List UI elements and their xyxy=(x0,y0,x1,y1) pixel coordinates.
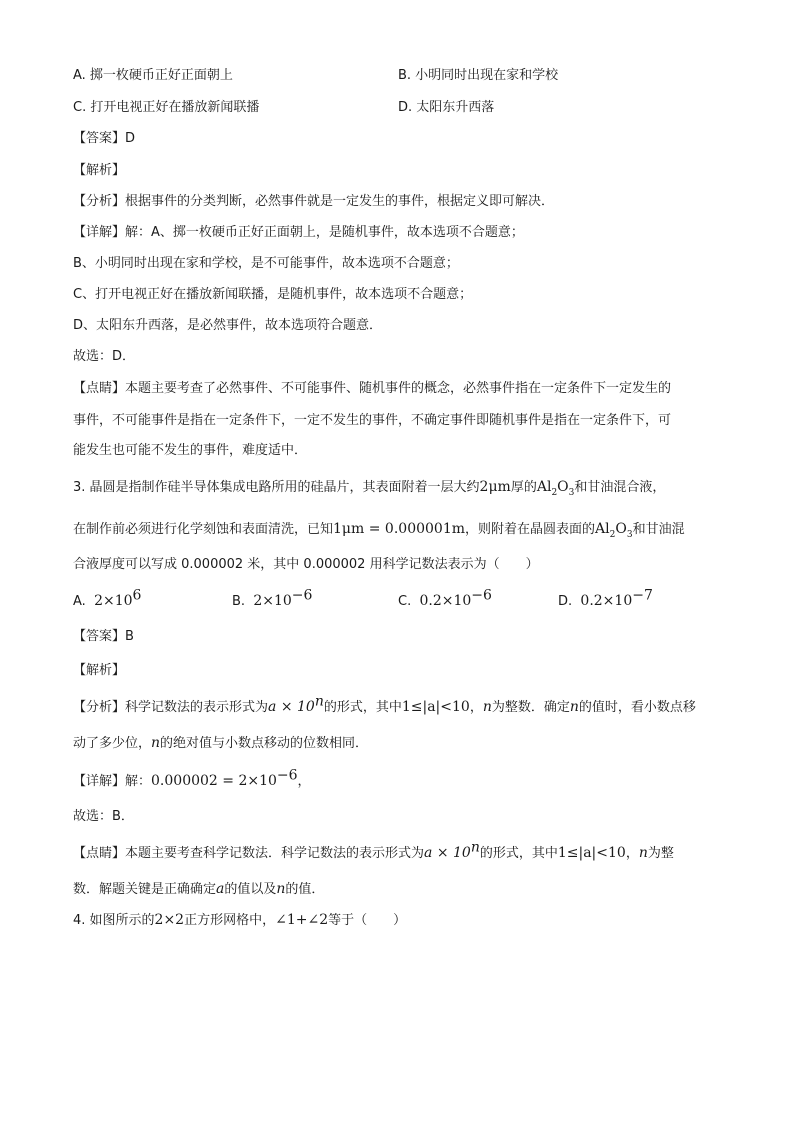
q2-comment-line: 能发生也可能不发生的事件，难度适中． xyxy=(73,443,308,458)
q2-comment-line: 事件，不可能事件是指在一定条件下，一定不发生的事件，不确定事件即随机事件是指在一定条件下，可 xyxy=(73,413,672,428)
q3-comment-line-2: 数．解题关键是正确确定a的值以及n的值． xyxy=(73,881,325,897)
q2-comment-line: 【点睛】本题主要考查了必然事件、不可能事件、随机事件的概念，必然事件指在一定条件下一定发生的 xyxy=(73,381,672,396)
q4-stem: 4. 如图所示的2×2正方形网格中，∠1+∠2等于（ ） xyxy=(73,912,407,928)
q2-option-d: D. 太阳东升西落 xyxy=(398,100,495,115)
q3-choose: 故选：B． xyxy=(73,809,134,824)
q3-analysis-line-1: 【分析】科学记数法的表示形式为$a \times 10^n$的形式，其中1≤|a|<10，n为整数．确定n的值时，看小数点移 xyxy=(73,693,696,715)
q3-stem-line-1: 3. 晶圆是指制作硅半导体集成电路所用的硅晶片，其表面附着一层大约2μm厚的$Al_2O_3$和甘油混合液， xyxy=(73,479,666,498)
q3-analysis-line-2: 动了多少位，n的绝对值与小数点移动的位数相同． xyxy=(73,735,369,751)
q2-analysis-label: 【解析】 xyxy=(73,163,126,178)
q3-stem-line-3: 合液厚度可以写成 0.000002 米，其中 0.000002 用科学记数法表示为（ ） xyxy=(73,557,539,572)
q2-detail-line: B、小明同时出现在家和学校，是不可能事件，故本选项不合题意； xyxy=(73,256,459,271)
q3-stem-line-2: 在制作前必须进行化学刻蚀和表面清洗，已知1μm = 0.000001m，则附着在晶圆表面的$Al_2O_3$和甘油混 xyxy=(73,521,685,540)
q2-detail-line: C、打开电视正好在播放新闻联播，是随机事件，故本选项不合题意； xyxy=(73,287,473,302)
q3-option-d: D. $0.2\times 10^{-7}$ xyxy=(558,587,653,609)
q2-detail-line: D、太阳东升西落，是必然事件，故本选项符合题意． xyxy=(73,318,383,333)
q2-option-a: A. 掷一枚硬币正好正面朝上 xyxy=(73,68,233,83)
q2-option-c: C. 打开电视正好在播放新闻联播 xyxy=(73,100,260,115)
q2-option-b: B. 小明同时出现在家和学校 xyxy=(398,68,559,83)
q3-analysis-label: 【解析】 xyxy=(73,663,126,678)
q2-answer: 【答案】D xyxy=(73,131,136,146)
q3-option-b: B. $2\times 10^{-6}$ xyxy=(232,587,313,609)
q2-choose: 故选：D． xyxy=(73,349,136,364)
q3-option-c: C. $0.2\times 10^{-6}$ xyxy=(398,587,492,609)
q3-detail: 【详解】解：$0.000002 = 2\times 10^{-6}$， xyxy=(73,767,311,789)
q3-comment-line-1: 【点睛】本题主要考查科学记数法．科学记数法的表示形式为$a \times 10^n$的形式，其中1≤|a|<10，n为整 xyxy=(73,839,674,861)
q2-detail-line: 【详解】解：A、掷一枚硬币正好正面朝上，是随机事件，故本选项不合题意； xyxy=(73,225,524,240)
q2-analysis: 【分析】根据事件的分类判断，必然事件就是一定发生的事件，根据定义即可解决． xyxy=(73,194,555,209)
q3-option-a: A. $2\times 10^6$ xyxy=(73,587,142,609)
q3-answer: 【答案】B xyxy=(73,629,134,644)
